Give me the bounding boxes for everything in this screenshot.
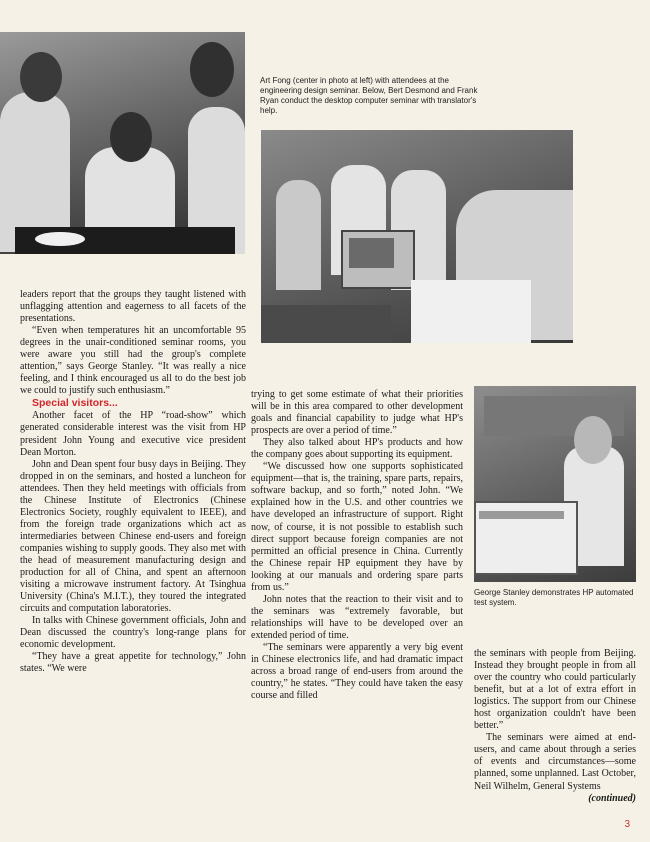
- col2-paragraph-5: “The seminars were apparently a very big event in Chinese electronics life, and had dramatic impact across a broad range of end-users from around the country,” he states. “They could have taken the easy course and filled: [251, 641, 463, 702]
- photo-engineering-seminar: [0, 32, 245, 254]
- col3-paragraph-1: the seminars with people from Beijing. Instead they brought people in from all over the country who could particularly benefit, but at a lot of extra effort in logistics. The support from our Chinese host organization couldn't have been better.”: [474, 648, 636, 732]
- col2-paragraph-2: They also talked about HP's products and how the company goes about supporting its equipment.: [251, 437, 463, 461]
- section-subhead: Special visitors...: [32, 397, 118, 410]
- photo-automated-test-system: [474, 386, 636, 582]
- col1-paragraph-3: Another facet of the HP “road-show” which generated considerable interest was the visit from HP president John Young and executive vice president Dean Morton.: [20, 410, 246, 458]
- page-number: 3: [624, 819, 630, 830]
- col2-paragraph-4: John notes that the reaction to their visit and to the seminars was “extremely favorable, but relationships will have to be developed over an extended period of time.: [251, 593, 463, 641]
- caption-top: Art Fong (center in photo at left) with attendees at the engineering design seminar. Below, Bert Desmond and Frank Ryan conduct the desktop computer seminar with translator's help.: [260, 76, 478, 115]
- col3-paragraph-2: The seminars were aimed at end-users, and came about through a series of events and circumstances—some planned, some unplanned. Last October, Neil Wilhelm, General Systems: [474, 732, 636, 792]
- col1-paragraph-1: leaders report that the groups they taught listened with unflagging attention and eagerness to all facets of the presentations.: [20, 289, 246, 325]
- caption-right: George Stanley demonstrates HP automated test system.: [474, 588, 634, 607]
- article-column-2: [251, 389, 463, 702]
- col1-paragraph-6: “They have a great appetite for technology,” John states. “We were: [20, 651, 246, 675]
- col1-paragraph-2: “Even when temperatures hit an uncomfortable 95 degrees in the unair-conditioned seminar rooms, you were aware you still had the group's complete attention,” says George Stanley. “It was really a nice feeling, and I think encouraged us all to do the best job we could to justify such enthusiasm.”: [20, 325, 246, 397]
- continued-label: (continued): [588, 792, 636, 804]
- article-column-3: [474, 648, 636, 805]
- article-column-1: [20, 289, 246, 675]
- col2-paragraph-1: trying to get some estimate of what their priorities will be in this area compared to other development goals and financial capability to judge what HP's prospects are over a period of time.”: [251, 389, 463, 437]
- photo-desktop-computer-seminar: [261, 130, 573, 343]
- col1-paragraph-4: John and Dean spent four busy days in Beijing. They dropped in on the seminars, and hosted a luncheon for attendees. Then they held meetings with officials from the Chinese Institute of Electronics (Chinese Electronics Society, roughly equivalent to IEEE), and from the foreign trade organizations which act as intermediaries between Chinese end-users and foreign companies wishing to supply goods. They also met with the head of measurement manufacturing design and production for all of China, and spent an afternoon visiting a microwave instrument factory. At Tsinghua University (China's M.I.T.), they toured the integrated circuits and computation laboratories.: [20, 458, 246, 615]
- col1-paragraph-5: In talks with Chinese government officials, John and Dean discussed the country's long-range plans for economic development.: [20, 615, 246, 651]
- col2-paragraph-3: “We discussed how one supports sophisticated equipment—that is, the training, spare parts, repairs, software backup, and so forth,” noted John. “We explained how in the U.S. and other countries we have developed an infrastructure of support. Right now, of course, it is not possible to establish such direct support because foreign companies are not permitted an official presence in China. Currently the Chinese repair HP equipment they have by looking at our manuals and ordering spare parts from us.”: [251, 461, 463, 593]
